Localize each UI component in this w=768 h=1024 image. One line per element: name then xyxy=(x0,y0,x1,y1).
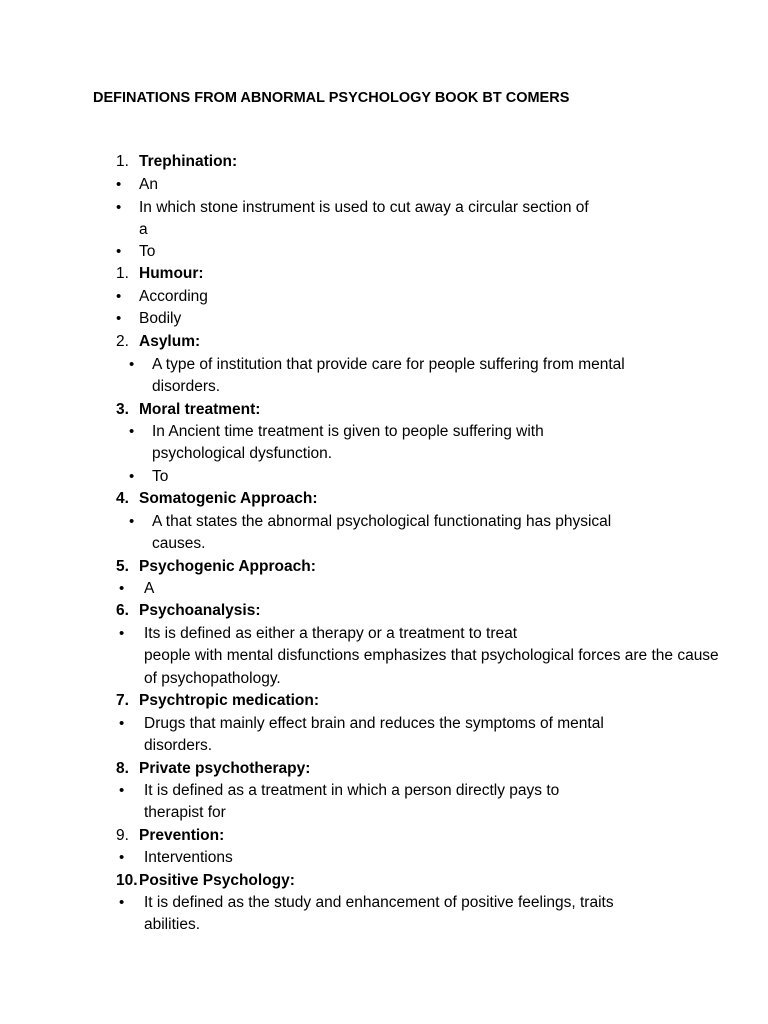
item-number: 1. xyxy=(116,153,129,170)
item-number: 5. xyxy=(116,558,129,575)
bullet-text: disorders. xyxy=(144,737,213,754)
bullet-icon: • xyxy=(119,894,125,911)
bullet-text: psychological dysfunction. xyxy=(152,445,333,462)
bullet-text: abilities. xyxy=(144,916,200,933)
bullet-icon: • xyxy=(119,782,125,799)
item-number: 6. xyxy=(116,602,129,619)
term-colon: : xyxy=(195,333,201,350)
item-number: 9. xyxy=(116,827,129,844)
bullet-text: A type of institution that provide care for people suffering from mental xyxy=(152,356,625,373)
bullet-icon: • xyxy=(129,513,135,530)
document-title: DEFINATIONS FROM ABNORMAL PSYCHOLOGY BOOK BT COMERS xyxy=(93,90,570,106)
term-colon: : xyxy=(232,153,238,170)
definition-term: Trephination: xyxy=(139,153,238,170)
bullet-text: Interventions xyxy=(144,849,233,866)
bullet-icon: • xyxy=(116,310,122,327)
bullet-text: According xyxy=(139,288,208,305)
definition-term: Private psychotherapy: xyxy=(139,760,311,777)
bullet-icon: • xyxy=(116,288,122,305)
definition-term: Moral treatment: xyxy=(139,401,261,418)
bullet-icon: • xyxy=(129,423,135,440)
definition-term: Psychtropic medication: xyxy=(139,692,320,709)
bullet-text: It is defined as the study and enhancement of positive feelings, traits xyxy=(144,894,614,911)
bullet-text: It is defined as a treatment in which a person directly pays to xyxy=(144,782,560,799)
bullet-text: of psychopathology. xyxy=(144,670,281,687)
bullet-text: people with mental disfunctions emphasizes that psychological forces are the cause xyxy=(144,647,719,664)
bullet-icon: • xyxy=(129,468,135,485)
bullet-text: therapist for xyxy=(144,804,226,821)
bullet-icon: • xyxy=(119,715,125,732)
bullet-text: To xyxy=(139,243,156,260)
definition-term: Psychoanalysis: xyxy=(139,602,261,619)
definition-term: Somatogenic Approach: xyxy=(139,490,318,507)
bullet-text: A xyxy=(144,580,155,597)
item-number: 3. xyxy=(116,401,129,418)
definition-term: Asylum: xyxy=(139,333,201,350)
bullet-text: In Ancient time treatment is given to people suffering with xyxy=(152,423,544,440)
item-number: 10. xyxy=(116,872,138,889)
bullet-text: disorders. xyxy=(152,378,221,395)
bullet-text: Its is defined as either a therapy or a treatment to treat xyxy=(144,625,518,642)
bullet-text: To xyxy=(152,468,169,485)
bullet-text: causes. xyxy=(152,535,206,552)
bullet-text: Drugs that mainly effect brain and reduces the symptoms of mental xyxy=(144,715,604,732)
bullet-icon: • xyxy=(119,580,125,597)
bullet-icon: • xyxy=(119,849,125,866)
bullet-icon: • xyxy=(116,199,122,216)
bullet-text: In which stone instrument is used to cut away a circular section of xyxy=(139,199,589,216)
item-number: 2. xyxy=(116,333,129,350)
term-colon: : xyxy=(198,265,204,282)
bullet-icon: • xyxy=(116,176,122,193)
item-number: 4. xyxy=(116,490,129,507)
definition-term: Humour: xyxy=(139,265,204,282)
item-number: 7. xyxy=(116,692,129,709)
term-colon: : xyxy=(219,827,225,844)
bullet-text: An xyxy=(139,176,158,193)
item-number: 8. xyxy=(116,760,129,777)
bullet-icon: • xyxy=(116,243,122,260)
bullet-text: Bodily xyxy=(139,310,182,327)
bullet-icon: • xyxy=(129,356,135,373)
definition-term: Positive Psychology: xyxy=(139,872,295,889)
bullet-text: a xyxy=(139,221,148,238)
bullet-icon: • xyxy=(119,625,125,642)
item-number: 1. xyxy=(116,265,129,282)
definition-term: Prevention: xyxy=(139,827,225,844)
bullet-text: A that states the abnormal psychological functionating has physical xyxy=(152,513,612,530)
definition-term: Psychogenic Approach: xyxy=(139,558,316,575)
